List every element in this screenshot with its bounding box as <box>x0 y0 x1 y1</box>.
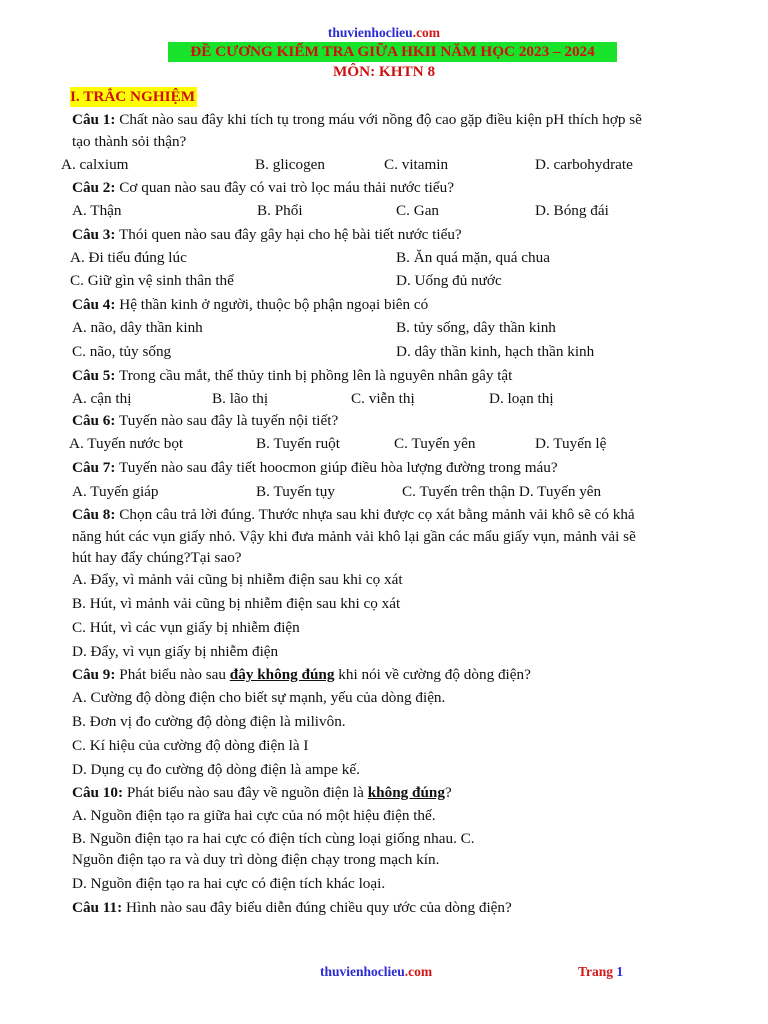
question-text-cont: hút hay đẩy chúng?Tại sao? <box>72 549 242 566</box>
option-d: D. Bóng đái <box>535 202 609 219</box>
option-a: A. Tuyến giáp <box>72 483 159 500</box>
question-label: Câu 6: <box>72 412 116 429</box>
option-d: D. Uống đủ nước <box>396 272 502 289</box>
question-label: Câu 4: <box>72 296 116 313</box>
option-c: C. Kí hiệu của cường độ dòng điện là I <box>72 737 309 754</box>
footer-site-link[interactable] <box>320 964 432 980</box>
option-d: D. Dụng cụ đo cường độ dòng điện là ampe kế. <box>72 761 360 778</box>
question-label: Câu 5: <box>72 367 116 384</box>
question-text-cont: tạo thành sỏi thận? <box>72 133 187 150</box>
footer-site-name: thuvienhoclieu <box>320 964 405 979</box>
question-text: Phát biểu nào sau <box>115 666 230 683</box>
option-c: C. vitamin <box>384 156 449 173</box>
option-d: D. Đẩy, vì vụn giấy bị nhiễm điện <box>72 643 279 660</box>
question-text: Thói quen nào sau đây gây hại cho hệ bài tiết nước tiểu? <box>115 226 462 243</box>
footer-site-domain: .com <box>404 964 433 979</box>
option-c: Nguồn điện tạo ra và duy trì dòng điện chạy trong mạch kín. <box>72 851 440 868</box>
question-text: Phát biểu nào sau đây về nguồn điện là <box>123 784 368 801</box>
question-text: Trong cầu mắt, thể thủy tinh bị phồng lên là nguyên nhân gây tật <box>115 367 513 384</box>
document-title: ĐỀ CƯƠNG KIỂM TRA GIỮA HKII NĂM HỌC 2023 – 2024 <box>168 42 617 62</box>
option-b: B. Hút, vì mảnh vải cũng bị nhiễm điện sau khi cọ xát <box>72 595 401 612</box>
option-c: C. Tuyến yên <box>394 435 476 452</box>
question-label: Câu 11: <box>72 899 123 916</box>
question-text-end: khi nói về cường độ dòng điện? <box>334 666 531 683</box>
option-a: A. não, dây thần kinh <box>72 319 203 336</box>
option-b: B. Tuyến ruột <box>256 435 340 452</box>
question-text: Tuyến nào sau đây là tuyến nội tiết? <box>115 412 339 429</box>
question-11 <box>72 898 512 918</box>
option-a: A. Đẩy, vì mảnh vải cũng bị nhiễm điện sau khi cọ xát <box>72 571 403 588</box>
option-d: D. Tuyến lệ <box>535 435 607 452</box>
option-a: A. Thận <box>72 202 122 219</box>
header-site-domain: .com <box>412 25 441 40</box>
question-label: Câu 2: <box>72 179 116 196</box>
option-c: C. Giữ gìn vệ sinh thân thể <box>70 272 234 289</box>
question-4 <box>72 295 428 315</box>
option-c: C. viễn thị <box>351 390 415 407</box>
option-d: D. loạn thị <box>489 390 554 407</box>
option-a: A. Nguồn điện tạo ra giữa hai cực của nó một hiệu điện thế. <box>72 807 436 824</box>
option-a: A. Đi tiểu đúng lúc <box>70 249 187 266</box>
option-c: C. não, tủy sống <box>72 343 172 360</box>
option-a: A. calxium <box>61 156 129 173</box>
question-text: Hệ thần kinh ở người, thuộc bộ phận ngoại biên có <box>115 296 429 313</box>
question-label: Câu 9: <box>72 666 116 683</box>
option-a: A. Tuyến nước bọt <box>69 435 184 452</box>
option-b: B. Ăn quá mặn, quá chua <box>396 249 550 266</box>
question-text-end: ? <box>444 784 452 801</box>
question-6 <box>72 411 338 431</box>
page-label: Trang <box>578 964 617 979</box>
question-label: Câu 8: <box>72 506 116 523</box>
option-c: C. Gan <box>396 202 440 219</box>
option-b: B. Phổi <box>257 202 303 219</box>
question-text-cont: năng hút các vụn giấy nhỏ. Vậy khi đưa mảnh vải khô lại gần các mẩu giấy vụn, mảnh vải sẽ <box>72 528 636 545</box>
header-site-link[interactable] <box>0 25 768 41</box>
question-label: Câu 10: <box>72 784 124 801</box>
question-9 <box>72 665 531 685</box>
question-label: Câu 1: <box>72 111 116 128</box>
question-label: Câu 7: <box>72 459 116 476</box>
header-site-name: thuvienhoclieu <box>327 25 413 40</box>
option-d: D. Nguồn điện tạo ra hai cực có điện tích khác loại. <box>72 875 386 892</box>
question-7 <box>72 458 558 478</box>
option-b: B. tủy sống, dây thần kinh <box>396 319 556 336</box>
option-b: B. glicogen <box>255 156 326 173</box>
question-8 <box>72 505 635 525</box>
question-label: Câu 3: <box>72 226 116 243</box>
option-d: D. carbohydrate <box>535 156 633 173</box>
option-a: A. Cường độ dòng điện cho biết sự mạnh, yếu của dòng điện. <box>72 689 446 706</box>
question-1 <box>72 110 642 130</box>
emphasis-text: không đúng <box>367 784 445 801</box>
page-number <box>578 964 623 980</box>
page-num: 1 <box>616 964 624 979</box>
question-2 <box>72 178 454 198</box>
question-5 <box>72 366 512 386</box>
question-text: Chất nào sau đây khi tích tụ trong máu với nồng độ cao gặp điều kiện pH thích hợp sẽ <box>115 111 642 128</box>
emphasis-text: đây không đúng <box>229 666 335 683</box>
option-a: A. cận thị <box>72 390 132 407</box>
question-text: Hình nào sau đây biểu diễn đúng chiều quy ước của dòng điện? <box>122 899 512 916</box>
question-10 <box>72 783 452 803</box>
option-cd: C. Tuyến trên thận D. Tuyến yên <box>402 483 602 500</box>
question-3 <box>72 225 462 245</box>
option-b: B. Tuyến tụy <box>256 483 335 500</box>
option-b: B. Nguồn điện tạo ra hai cực có điện tích cùng loại giống nhau. C. <box>72 830 475 847</box>
question-text: Chọn câu trả lời đúng. Thước nhựa sau khi được cọ xát bằng mảnh vải khô sẽ có khả <box>115 506 635 523</box>
subject-heading: MÔN: KHTN 8 <box>332 63 436 80</box>
question-text: Cơ quan nào sau đây có vai trò lọc máu thải nước tiểu? <box>115 179 454 196</box>
option-b: B. lão thị <box>212 390 269 407</box>
option-d: D. dây thần kinh, hạch thần kinh <box>396 343 595 360</box>
option-b: B. Đơn vị đo cường độ dòng điện là milivôn. <box>72 713 346 730</box>
section-heading: I. TRẮC NGHIỆM <box>70 88 196 105</box>
question-text: Tuyến nào sau đây tiết hoocmon giúp điều hòa lượng đường trong máu? <box>115 459 558 476</box>
option-c: C. Hút, vì các vụn giấy bị nhiễm điện <box>72 619 300 636</box>
